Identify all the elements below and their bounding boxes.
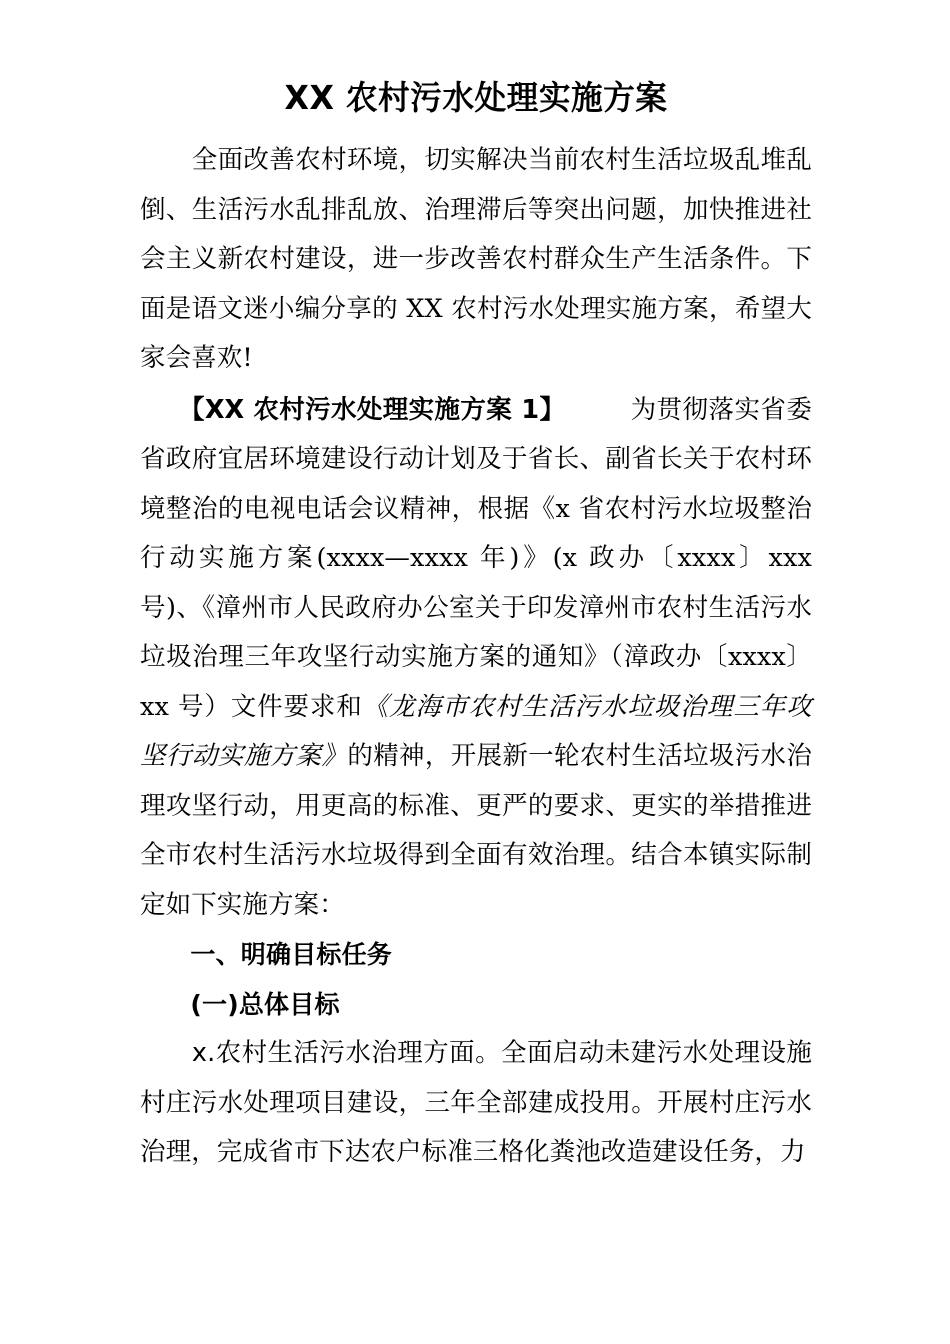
section-goal-paragraph: x.农村生活污水治理方面。全面启动未建污水处理设施村庄污水处理项目建设，三年全部建成投用。开展村庄污水治理，完成省市下达农户标准三格化粪池改造建设任务，力 <box>140 1038 812 1167</box>
section-1-italic-title: 《龙海市农村生活污水垃圾治理三年攻坚行动实施方案》 <box>140 691 812 771</box>
section-1-paragraph <box>140 384 821 931</box>
section-1-body-part-1: 为贯彻落实省委省政府宜居环境建设行动计划及于省长、副省长关于农村环境整治的电视电话会议精神，根据《x 省农村污水垃圾整治行动实施方案(xxxx—xxxx 年)》(x 政办〔xxxx〕xxx 号)、《漳州市人民政府办公室关于印发漳州市农村生活污水垃圾治理三年攻坚行动实施方案的通知》（漳政办〔xxxx〕xx 号）文件要求和 <box>140 394 821 722</box>
heading-level-2: (一)总体目标 <box>140 989 340 1019</box>
intro-paragraph: 全面改善农村环境，切实解决当前农村生活垃圾乱堆乱倒、生活污水乱排乱放、治理滞后等突出问题，加快推进社会主义新农村建设，进一步改善农村群众生产生活条件。下面是语文迷小编分享的 XX 农村污水处理实施方案，希望大家会喜欢! <box>140 145 812 373</box>
section-1-gap <box>553 395 631 425</box>
heading-level-1: 一、明确目标任务 <box>140 940 393 969</box>
document-content <box>140 0 821 1178</box>
section-1-bracket-label: 【XX 农村污水处理实施方案 1】 <box>140 394 553 425</box>
section-1-body-part-2: 的精神，开展新一轮农村生活垃圾污水治理攻坚行动，用更高的标准、更严的要求、更实的举措推进全市农村生活污水垃圾得到全面有效治理。结合本镇实际制定如下实施方案： <box>140 741 812 920</box>
page-title: XX 农村污水处理实施方案 <box>284 78 668 117</box>
